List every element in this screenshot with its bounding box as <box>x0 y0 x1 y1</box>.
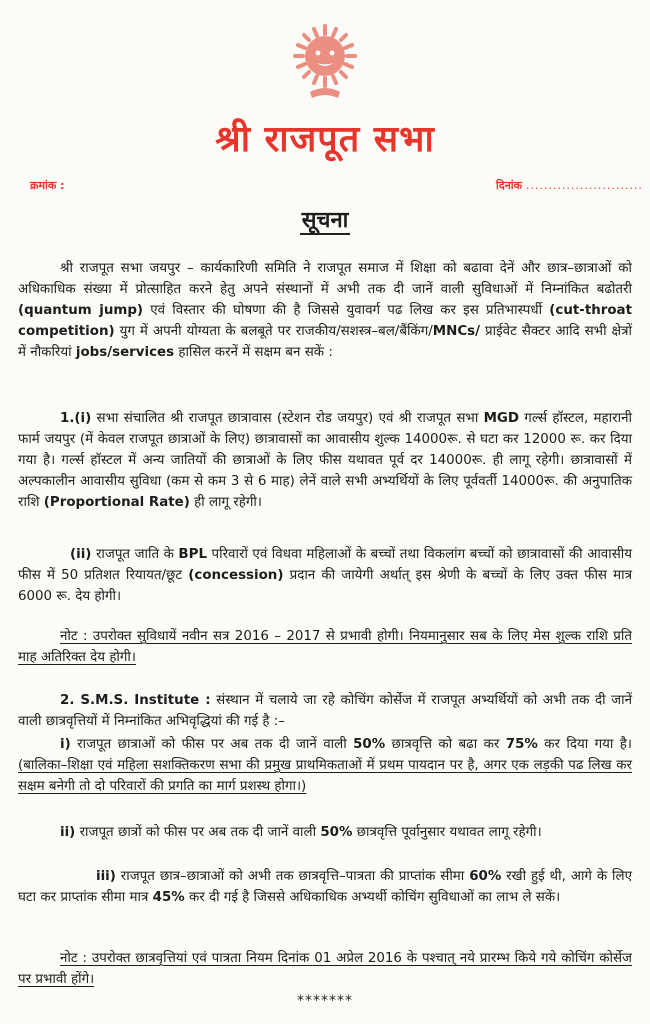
end-mark: ******* <box>297 993 353 1009</box>
organization-name: श्री राजपूत सभा <box>215 118 435 160</box>
dinank-field <box>496 178 643 193</box>
section2-intro: 2. S.M.S. Institute : संस्थान में चलाये जा रहे कोचिंग कोर्सेज में राजपूत अभ्यर्थियों को अभी तक दी जानें वाली छात्रवृत्तियों में निम्नांकित अभिवृद्धियां की गई है :– <box>18 693 633 729</box>
section2-item-i: i) राजपूत छात्राओं को फीस पर अब तक दी जानें वाली 50% छात्रवृत्ति को बढा कर 75% कर दिया गया है। (बालिका–शिक्षा एवं महिला सशक्तिकरण सभा की प्रमुख प्राथमिकताओं में प्रथम पायदान पर है, अगर एक लड़की पढ लिख कर सक्षम बनेगी तो दो परिवारों की प्रगति का मार्ग प्रशस्थ होगा।) <box>18 737 632 794</box>
section2-note: नोट : उपरोक्त छात्रवृत्तियां एवं पात्रता नियम दिनांक 01 अप्रेल 2016 के पश्चात् नये प्रारम्भ किये गये कोचिंग कोर्सेज पर प्रभावी होंगे। <box>18 951 632 987</box>
kramank-label: क्रमांक : <box>30 179 65 192</box>
dinank-blank: .......................... <box>525 179 643 192</box>
section2-item-ii: ii) राजपूत छात्रों को फीस पर अब तक दी जानें वाली 50% छात्रवृत्ति पूर्वानुसार यथावत लागू रहेगी। <box>60 825 542 840</box>
intro-paragraph: श्री राजपूत सभा जयपुर – कार्यकारिणी समिति ने राजपूत समाज में शिक्षा को बढावा देनें और छात्र–छात्राओं को अधिकाधिक संख्या में प्रोत्साहित करने हेतु अपने संस्थानों में अभी तक दी जानें वाली सुविधाओं में निम्नांकित बढोतरी (quantum jump) एवं विस्तार की घोषणा की है जिससे युवावर्ग पढ लिख कर इस प्रतिभास्पर्धी (cut-throat competition) युग में अपनी योग्यता के बलबूते पर राजकीय/सशस्त्र–बल/बैंकिंग/MNCs/ प्राईवेट सैक्टर आदि सभी क्षेत्रों में नौकरियां jobs/services हासिल करनें में सक्षम बन सकें : <box>18 261 633 360</box>
section1-para1: 1.(i) सभा संचालित श्री राजपूत छात्रावास (स्टेशन रोड जयपुर) एवं श्री राजपूत सभा MGD गर्ल्स हॉस्टल, महारानी फार्म जयपुर (में केवल राजपूत छात्राओं के लिए) छात्रावासों का आवासीय शुल्क 14000रू. से घटा कर 12000 रू. कर दिया गया है। गर्ल्स हॉस्टल में अन्य जातियों की छात्राओं के लिए फीस यथावत पूर्व दर 14000रू. ही लागू रहेगी। छात्रावासों में अल्पकालीन आवासीय सुविधा (कम से कम 3 से 6 माह) लेनें वाले सभी अभ्यर्थियों के लिए पूर्ववर्ती 14000रू. की अनुपातिक राशि (Proportional Rate) ही लागू रहेगी। <box>18 411 632 510</box>
section1-note: नोट : उपरोक्त सुविधायें नवीन सत्र 2016 – 2017 से प्रभावी होगी। नियमानुसार सब के लिए मेस शुल्क राशि प्रति माह अतिरिक्त देय होगी। <box>18 629 632 665</box>
dinank-label: दिनांक <box>496 179 523 192</box>
section2-item-iii: iii) राजपूत छात्र–छात्राओं को अभी तक छात्रवृत्ति–पात्रता की प्राप्तांक सीमा 60% रखी हुई थी, आगे के लिए घटा कर प्राप्तांक सीमा मात्र 45% कर दी गई है जिससे अधिकाधिक अभ्यर्थी कोचिंग सुविधाओं का लाभ ले सकें। <box>18 869 632 905</box>
sun-emblem-icon <box>290 22 360 102</box>
section1-para2: (ii) राजपूत जाति के BPL परिवारों एवं विधवा महिलाओं के बच्चों तथा विकलांग बच्चों को छात्रावासों की आवासीय फीस में 50 प्रतिशत रियायत/छूट (concession) प्रदान की जायेगी अर्थात् इस श्रेणी के बच्चों के लिए उक्त फीस मात्र 6000 रू. देय होगी। <box>18 547 632 604</box>
notice-title: सूचना <box>301 208 349 233</box>
